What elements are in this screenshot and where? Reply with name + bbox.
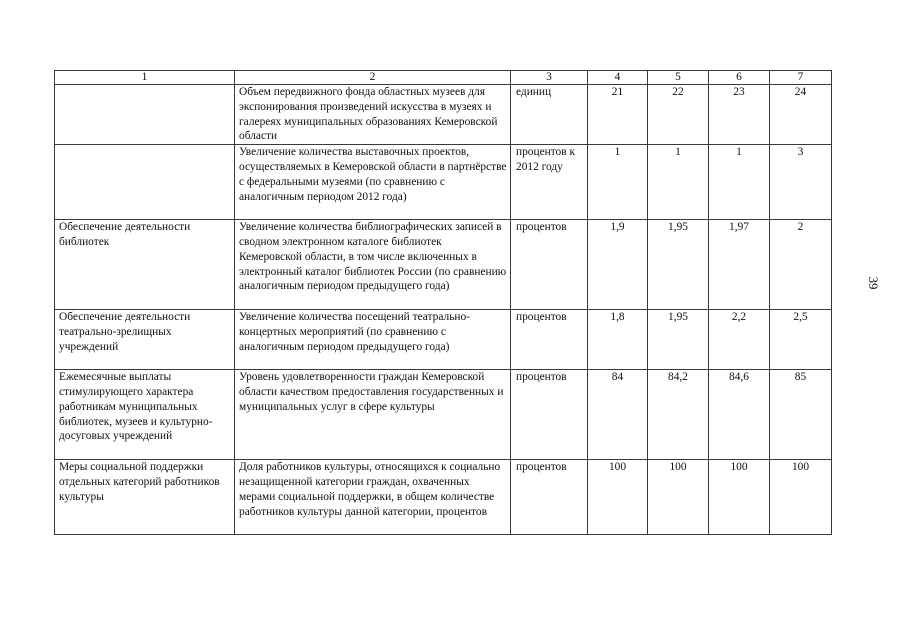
indicator-cell: Увеличение количества выставочных проектов, осуществляемых в Кемеровской области в партнёрстве с федеральными музеями (по сравнению с аналогичным периодом 2012 года) xyxy=(235,145,511,220)
activity-cell xyxy=(55,85,235,145)
activity-cell: Обеспечение деятельности библиотек xyxy=(55,220,235,310)
table-row xyxy=(55,145,832,220)
column-header-5: 5 xyxy=(648,71,709,85)
activity-cell: Меры социальной поддержки отдельных категорий работников культуры xyxy=(55,460,235,535)
column-header-2: 2 xyxy=(235,71,511,85)
activity-cell: Ежемесячные выплаты стимулирующего характера работникам муниципальных библиотек, музеев и культурно-досуговых учреждений xyxy=(55,370,235,460)
header-row xyxy=(55,71,832,85)
value-cell: 84 xyxy=(588,370,648,460)
activity-cell: Обеспечение деятельности театрально-зрелищных учреждений xyxy=(55,310,235,370)
column-header-1: 1 xyxy=(55,71,235,85)
value-cell: 85 xyxy=(770,370,832,460)
table-row xyxy=(55,460,832,535)
value-cell: 1,9 xyxy=(588,220,648,310)
unit-cell: единиц xyxy=(511,85,588,145)
column-header-7: 7 xyxy=(770,71,832,85)
value-cell: 1,95 xyxy=(648,220,709,310)
unit-cell: процентов xyxy=(511,220,588,310)
value-cell: 22 xyxy=(648,85,709,145)
table-row xyxy=(55,310,832,370)
value-cell: 84,6 xyxy=(709,370,770,460)
table-row xyxy=(55,370,832,460)
unit-cell: процентов xyxy=(511,310,588,370)
indicator-cell: Уровень удовлетворенности граждан Кемеровской области качеством предоставления государственных и муниципальных услуг в сфере культуры xyxy=(235,370,511,460)
value-cell: 1 xyxy=(648,145,709,220)
table-row xyxy=(55,85,832,145)
unit-cell: процентов xyxy=(511,370,588,460)
activity-cell xyxy=(55,145,235,220)
value-cell: 21 xyxy=(588,85,648,145)
value-cell: 1 xyxy=(588,145,648,220)
indicator-cell: Объем передвижного фонда областных музеев для экспонирования произведений искусства в музеях и галереях муниципальных образованиях Кемеровской области xyxy=(235,85,511,145)
indicator-cell: Увеличение количества библиографических записей в сводном электронном каталоге библиотек Кемеровской области, в том числе включенных в электронный каталог библиотек России (по сравнению аналогичным периодом предыдущего года) xyxy=(235,220,511,310)
value-cell: 1 xyxy=(709,145,770,220)
value-cell: 100 xyxy=(770,460,832,535)
table-row xyxy=(55,220,832,310)
indicator-cell: Доля работников культуры, относящихся к социально незащищенной категории граждан, охваченных мерами социальной поддержки, в общем количестве работников культуры данной категории, процентов xyxy=(235,460,511,535)
page-number: 39 xyxy=(866,276,881,290)
value-cell: 2,2 xyxy=(709,310,770,370)
value-cell: 2 xyxy=(770,220,832,310)
value-cell: 2,5 xyxy=(770,310,832,370)
value-cell: 24 xyxy=(770,85,832,145)
value-cell: 84,2 xyxy=(648,370,709,460)
value-cell: 1,8 xyxy=(588,310,648,370)
value-cell: 1,95 xyxy=(648,310,709,370)
value-cell: 100 xyxy=(709,460,770,535)
value-cell: 1,97 xyxy=(709,220,770,310)
column-header-3: 3 xyxy=(511,71,588,85)
indicator-cell: Увеличение количества посещений театрально-концертных мероприятий (по сравнению с аналогичным периодом предыдущего года) xyxy=(235,310,511,370)
column-header-4: 4 xyxy=(588,71,648,85)
value-cell: 3 xyxy=(770,145,832,220)
unit-cell: процентов xyxy=(511,460,588,535)
value-cell: 100 xyxy=(648,460,709,535)
value-cell: 100 xyxy=(588,460,648,535)
indicators-table xyxy=(54,70,832,535)
column-header-6: 6 xyxy=(709,71,770,85)
unit-cell: процентов к 2012 году xyxy=(511,145,588,220)
value-cell: 23 xyxy=(709,85,770,145)
